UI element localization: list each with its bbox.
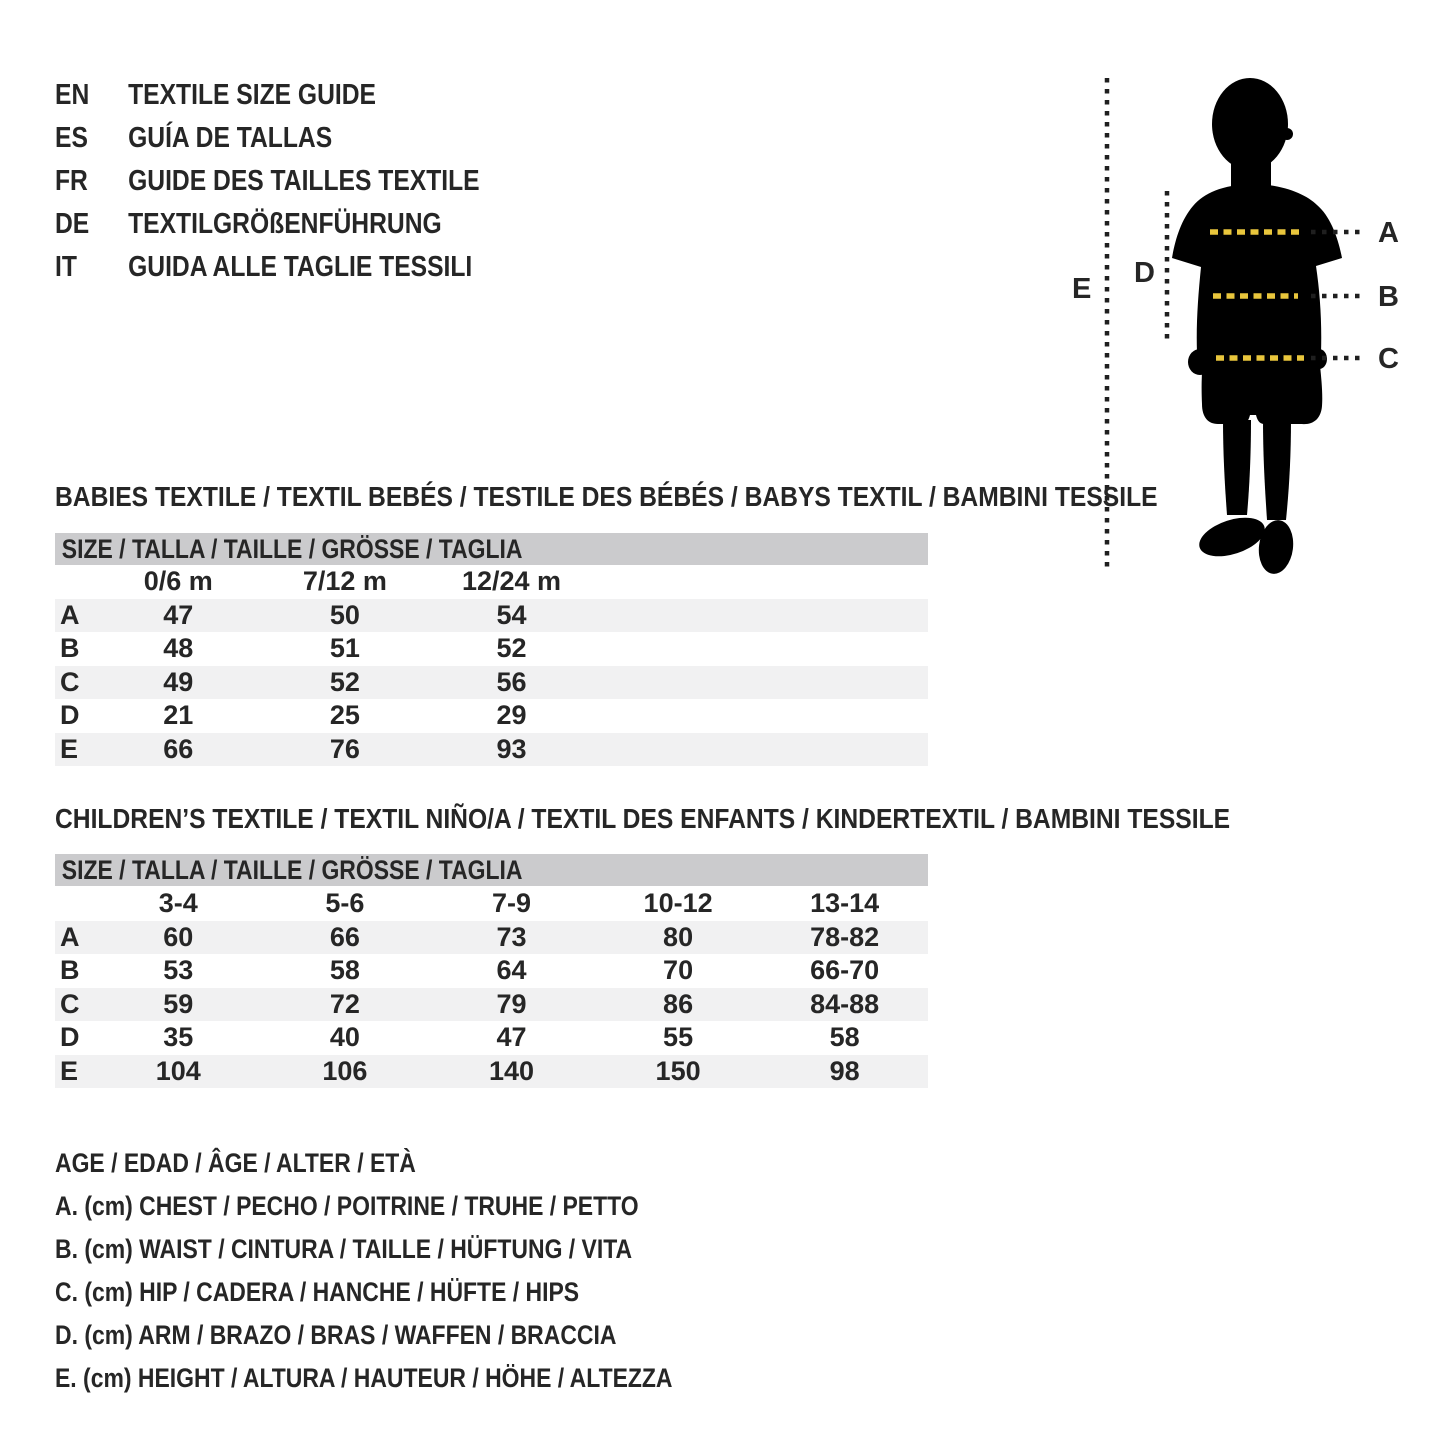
column-header: 7-9 [491,888,531,919]
table-cell: 106 [322,1055,368,1086]
table-cell: 54 [496,599,527,630]
language-code: ES [55,122,88,154]
children-table [55,887,928,1088]
legend-line-hip: C. (cm) HIP / CADERA / HANCHE / HÜFTE / HIPS [55,1277,580,1307]
table-cell: 98 [829,1055,860,1086]
children-size-header-bar [55,854,928,886]
table-cell: 73 [496,921,527,952]
legend-line-height: E. (cm) HEIGHT / ALTURA / HAUTEUR / HÖHE / ALTEZZA [55,1363,673,1393]
table-cell: 53 [163,955,194,986]
table-row [55,921,928,955]
table-cell: 47 [496,1022,527,1053]
table-cell: 70 [663,955,694,986]
children-section-heading: CHILDREN’S TEXTILE / TEXTIL NIÑO/A / TEXTIL DES ENFANTS / KINDERTEXTIL / BAMBINI TESSILE [55,803,1231,834]
table-cell: 76 [329,733,360,764]
table-cell: 66 [163,733,194,764]
language-code: FR [55,165,88,197]
table-cell: 48 [163,633,194,664]
legend-line-age: AGE / EDAD / ÂGE / ALTER / ETÀ [55,1148,416,1178]
table-cell: 86 [663,988,694,1019]
column-header: 3-4 [158,888,198,919]
language-row [55,74,480,117]
column-header: 0/6 m [143,566,213,597]
measure-label-b: B [1378,281,1399,313]
column-header: 12/24 m [461,566,562,597]
measurement-legend [55,1142,781,1400]
size-diagram [1060,60,1445,600]
babies-table [55,565,928,766]
language-title: GUIDA ALLE TAGLIE TESSILI [128,251,473,283]
table-cell: 150 [655,1055,701,1086]
row-label: C [60,666,80,697]
legend-line-chest: A. (cm) CHEST / PECHO / POITRINE / TRUHE / PETTO [55,1191,639,1221]
table-cell: 52 [329,666,360,697]
table-cell: 35 [163,1022,194,1053]
table-cell: 49 [163,666,194,697]
table-row [55,1055,928,1089]
column-header: 5-6 [325,888,365,919]
children-size-header-label: SIZE / TALLA / TAILLE / GRÖSSE / TAGLIA [61,854,523,885]
table-cell: 66-70 [810,955,880,986]
babies-size-header-label: SIZE / TALLA / TAILLE / GRÖSSE / TAGLIA [61,533,523,564]
table-row [55,699,928,733]
table-cell: 58 [829,1022,860,1053]
table-cell: 93 [496,733,527,764]
measure-label-e: E [1072,273,1092,305]
row-label: A [60,599,80,630]
measure-label-d: D [1134,257,1155,289]
column-header: 10-12 [643,888,713,919]
table-cell: 21 [163,700,194,731]
language-row [55,117,480,160]
child-silhouette-icon [1172,78,1342,576]
table-cell: 58 [329,955,360,986]
legend-line-arm: D. (cm) ARM / BRAZO / BRAS / WAFFEN / BRACCIA [55,1320,617,1350]
column-header: 13-14 [810,888,880,919]
table-row [55,1021,928,1055]
table-row [55,666,928,700]
language-title-block [55,74,555,289]
table-cell: 29 [496,700,527,731]
babies-size-header-bar [55,533,928,565]
row-label: C [60,988,80,1019]
row-label: D [60,1022,80,1053]
table-cell: 56 [496,666,527,697]
table-row [55,988,928,1022]
table-cell: 47 [163,599,194,630]
language-title: GUIDE DES TAILLES TEXTILE [128,165,480,197]
legend-line-waist: B. (cm) WAIST / CINTURA / TAILLE / HÜFTUNG / VITA [55,1234,633,1264]
table-cell: 72 [329,988,360,1019]
table-cell: 51 [329,633,360,664]
language-title: GUÍA DE TALLAS [128,122,333,154]
language-row [55,203,480,246]
column-header: 7/12 m [302,566,387,597]
children-column-header-row [55,887,928,921]
table-cell: 40 [329,1022,360,1053]
measure-label-a: A [1378,217,1399,249]
table-cell: 79 [496,988,527,1019]
table-cell: 50 [329,599,360,630]
babies-column-header-row [55,565,928,599]
table-cell: 78-82 [810,921,880,952]
language-title: TEXTILGRÖßENFÜHRUNG [128,208,442,240]
measure-label-c: C [1378,343,1399,375]
language-code: DE [55,208,90,240]
table-row [55,599,928,633]
row-label: B [60,633,80,664]
table-row [55,954,928,988]
language-row [55,160,480,203]
table-row [55,733,928,767]
table-cell: 55 [663,1022,694,1053]
table-cell: 60 [163,921,194,952]
language-row [55,246,480,289]
table-cell: 140 [488,1055,535,1086]
language-code: IT [55,251,77,283]
row-label: E [60,1055,79,1086]
table-row [55,632,928,666]
row-label: D [60,700,80,731]
language-code: EN [55,79,90,111]
table-cell: 104 [155,1055,201,1086]
table-cell: 84-88 [810,988,880,1019]
babies-section-heading: BABIES TEXTILE / TEXTIL BEBÉS / TESTILE DES BÉBÉS / BABYS TEXTIL / BAMBINI TESSILE [55,481,1158,512]
table-cell: 64 [496,955,527,986]
table-cell: 66 [329,921,360,952]
table-cell: 59 [163,988,194,1019]
row-label: B [60,955,80,986]
table-cell: 52 [496,633,527,664]
table-cell: 80 [663,921,694,952]
row-label: A [60,921,80,952]
table-cell: 25 [329,700,360,731]
row-label: E [60,733,79,764]
language-title: TEXTILE SIZE GUIDE [128,79,377,111]
